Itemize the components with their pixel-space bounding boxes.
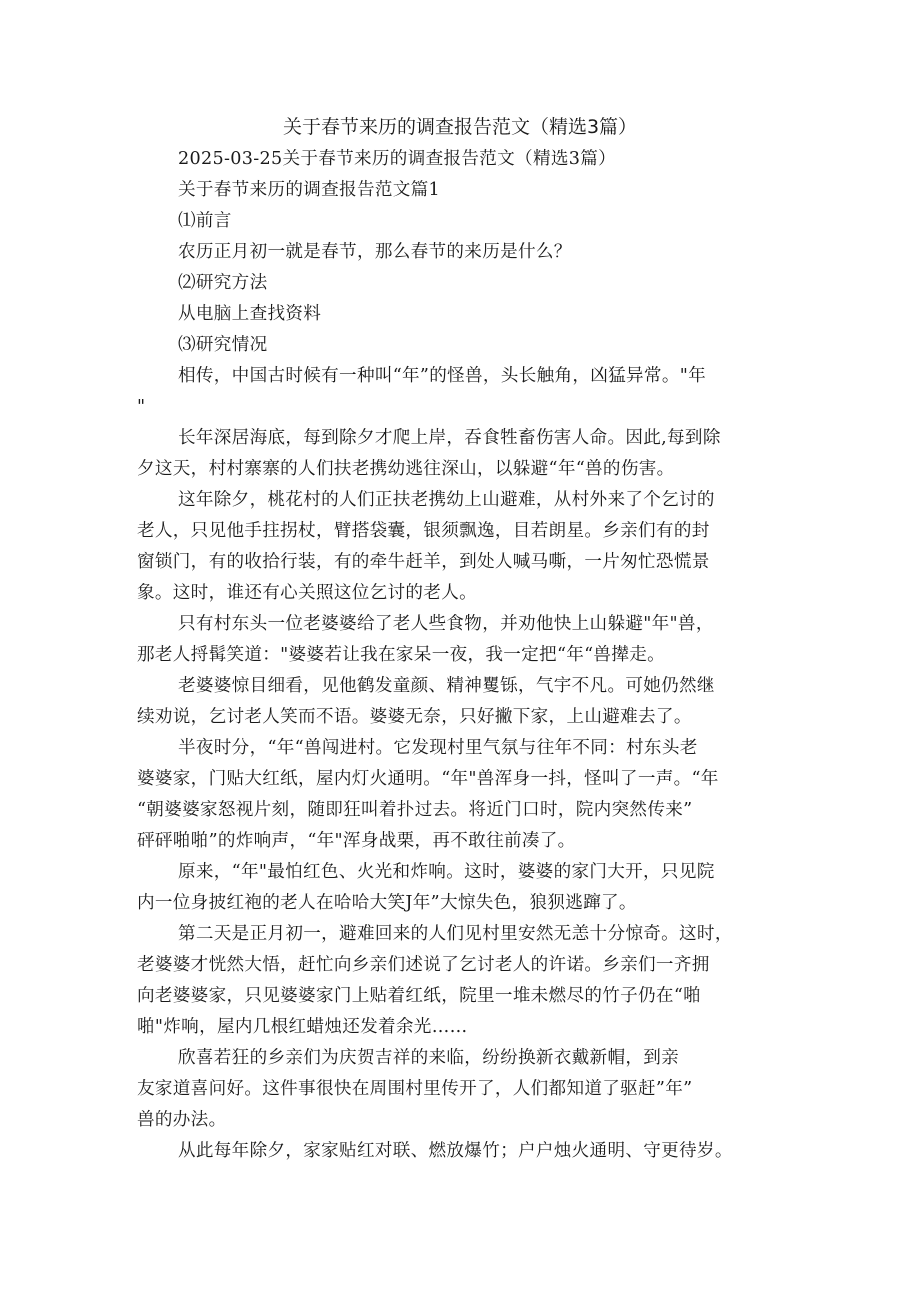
- body-line: 关于春节来历的调查报告范文篇1: [178, 180, 441, 200]
- body-line: 原来，“年"最怕红色、火光和炸响。这时，婆婆的家门大开，只见院: [178, 862, 715, 882]
- body-line: 砰砰啪啪”的炸响声，“年"浑身战栗，再不敢往前凑了。: [137, 831, 576, 851]
- body-line: 长年深居海底，每到除夕才爬上岸，吞食牲畜伤害人命。因此,每到除: [178, 428, 721, 448]
- body-line: 老婆婆才恍然大悟，赶忙向乡亲们述说了乞讨老人的许诺。乡亲们一齐拥: [137, 955, 710, 975]
- body-line: 啪"炸响，屋内几根红蜡烛还发着余光……: [137, 1017, 468, 1037]
- body-line: 半夜时分，“年“兽闯进村。它发现村里气氛与往年不同：村东头老: [178, 738, 698, 758]
- body-line: 婆婆家，门贴大红纸，屋内灯火通明。“年"兽浑身一抖，怪叫了一声。“年: [137, 769, 719, 789]
- body-line: 续劝说，乞讨老人笑而不语。婆婆无奈，只好撇下家，上山避难去了。: [137, 707, 692, 727]
- document-body: [137, 144, 793, 1167]
- body-line: 从此每年除夕，家家贴红对联、燃放爆竹；户户烛火通明、守更待岁。: [178, 1141, 733, 1161]
- body-line: 2025-03-25关于春节来历的调查报告范文（精选3篇）: [178, 149, 617, 169]
- body-line: 友家道喜问好。这件事很快在周围村里传开了，人们都知道了驱赶”年”: [137, 1079, 693, 1099]
- body-line: 从电脑上查找资料: [178, 304, 322, 324]
- body-line: 夕这天，村村寨寨的人们扶老携幼逃往深山，以躲避“年“兽的伤害。: [137, 459, 675, 479]
- body-line: 这年除夕，桃花村的人们正扶老携幼上山避难，从村外来了个乞讨的: [178, 490, 715, 510]
- body-line: 向老婆婆家，只见婆婆家门上贴着红纸，院里一堆未燃尽的竹子仍在“啪: [137, 986, 702, 1006]
- body-line: 那老人捋髯笑道："婆婆若让我在家呆一夜，我一定把“年“兽撵走。: [137, 645, 666, 665]
- body-line: 内一位身披红袍的老人在哈哈大笑J年”大惊失色，狼狈逃蹿了。: [137, 893, 637, 913]
- body-line: 象。这时，谁还有心关照这位乞讨的老人。: [137, 583, 477, 603]
- body-line: 只有村东头一位老婆婆给了老人些食物，并劝他快上山躲避"年"兽，: [178, 614, 714, 634]
- body-line: 老婆婆惊目细看，见他鹤发童颜、精神矍铄，气宇不凡。可她仍然继: [178, 676, 715, 696]
- body-line: 第二天是正月初一，避难回来的人们见村里安然无恙十分惊奇。这时，: [178, 924, 733, 944]
- body-line: ": [137, 397, 146, 417]
- document-title: 关于春节来历的调查报告范文（精选3篇）: [282, 116, 638, 138]
- body-line: 兽的办法。: [137, 1110, 227, 1130]
- body-line: 老人，只见他手拄拐杖，臂搭袋囊，银须飘逸，目若朗星。乡亲们有的封: [137, 521, 710, 541]
- body-line: ⑴前言: [178, 211, 232, 231]
- body-line: ⑶研究情况: [178, 335, 268, 355]
- body-line: 农历正月初一就是春节，那么春节的来历是什么？: [178, 242, 572, 262]
- body-line: 欣喜若狂的乡亲们为庆贺吉祥的来临，纷纷换新衣戴新帽，到亲: [178, 1048, 680, 1068]
- body-line: ⑵研究方法: [178, 273, 268, 293]
- body-line: “朝婆婆家怒视片刻，随即狂叫着扑过去。将近门口时，院内突然传来”: [137, 800, 693, 820]
- body-line: 窗锁门，有的收拾行装，有的牵牛赶羊，到处人喊马嘶，一片匆忙恐慌景: [137, 552, 710, 572]
- body-line: 相传，中国古时候有一种叫“年”的怪兽，头长触角，凶猛异常。"年: [178, 366, 707, 386]
